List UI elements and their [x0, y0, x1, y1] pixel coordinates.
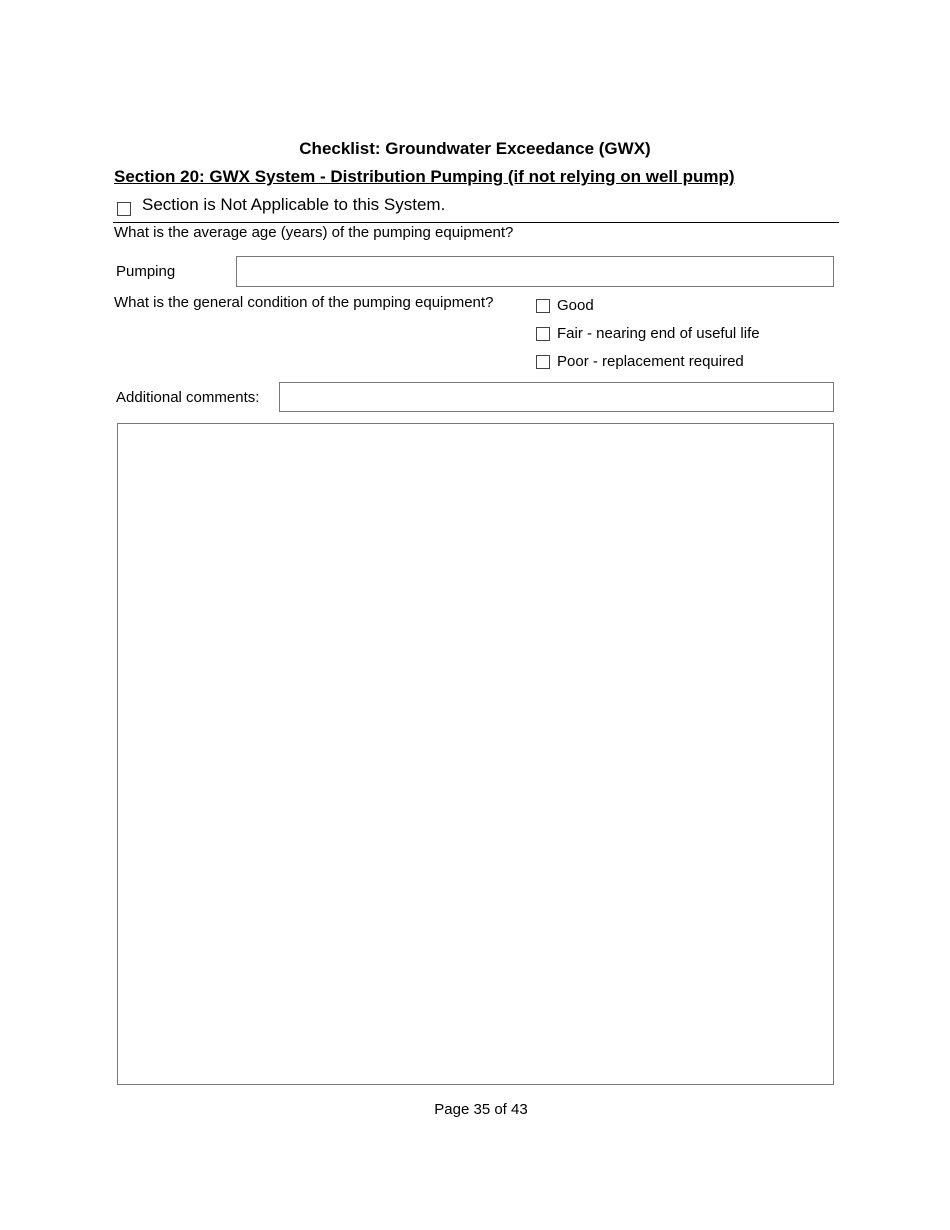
condition-good-checkbox[interactable] [536, 299, 550, 313]
checklist-title: Checklist: Groundwater Exceedance (GWX) [299, 139, 651, 158]
comments-text-area[interactable] [117, 423, 834, 1085]
additional-comments-label: Additional comments: [116, 389, 260, 406]
condition-poor-checkbox[interactable] [536, 355, 550, 369]
condition-fair-label: Fair - nearing end of useful life [557, 325, 760, 342]
pumping-label: Pumping [116, 263, 176, 280]
age-question: What is the average age (years) of the pumping equipment? [114, 224, 514, 241]
pumping-age-field[interactable] [236, 256, 834, 287]
condition-poor-label: Poor - replacement required [557, 353, 744, 370]
not-applicable-checkbox[interactable] [117, 202, 131, 216]
condition-question: What is the general condition of the pumping equipment? [114, 294, 494, 311]
page-number: Page 35 of 43 [434, 1101, 528, 1118]
not-applicable-label: Section is Not Applicable to this System. [142, 195, 446, 214]
condition-fair-checkbox[interactable] [536, 327, 550, 341]
section-heading: Section 20: GWX System - Distribution Pumping (if not relying on well pump) [114, 167, 735, 186]
condition-good-label: Good [557, 297, 594, 314]
additional-comments-field[interactable] [279, 382, 834, 412]
section-divider [113, 222, 839, 223]
